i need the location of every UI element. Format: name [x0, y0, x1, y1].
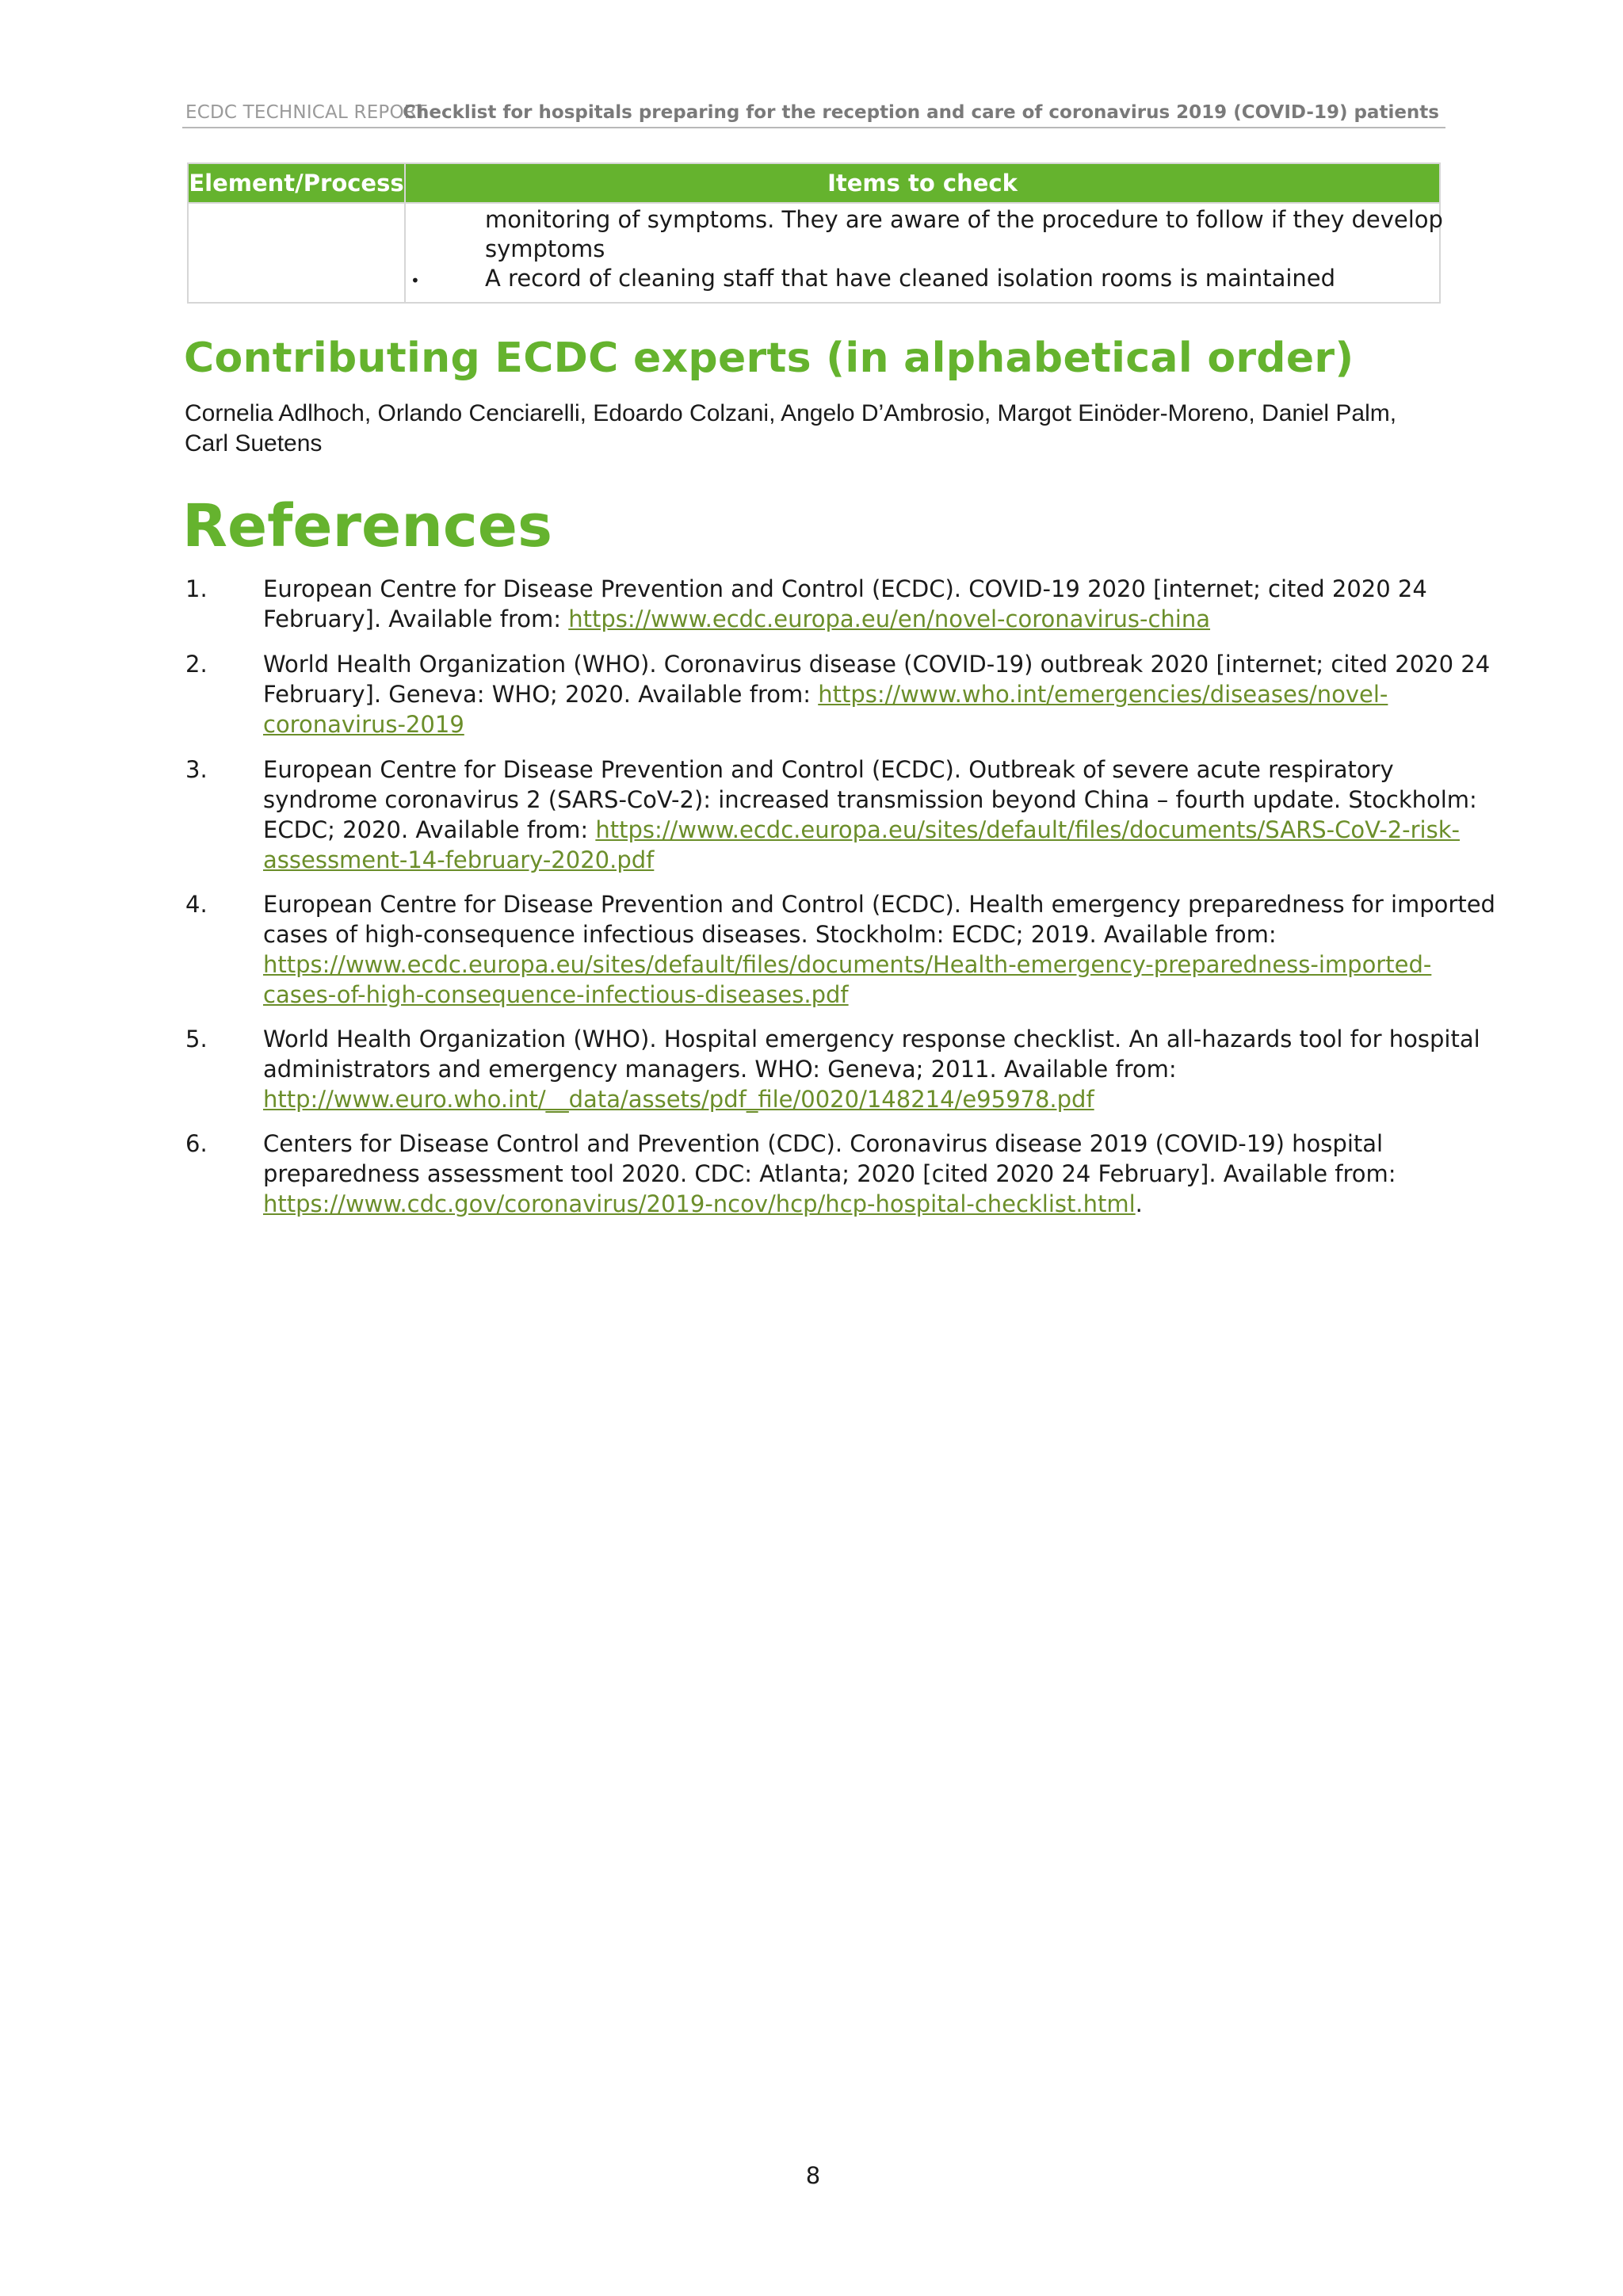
reference-line — [263, 679, 1452, 709]
contributors-line: Carl Suetens — [185, 430, 323, 457]
reference-number: 6. — [185, 1130, 208, 1157]
item-line: monitoring of symptoms. They are aware of the procedure to follow if they develop — [485, 206, 1443, 233]
reference-line — [263, 980, 1452, 1010]
reference-line: European Centre for Disease Prevention and Control (ECDC). COVID-19 2020 [internet; cited 2020 24 — [263, 575, 1427, 602]
reference-line: preparedness assessment tool 2020. CDC: Atlanta; 2020 [cited 2020 24 February]. Available from: — [263, 1160, 1396, 1187]
report-title: Checklist for hospitals preparing for the reception and care of coronavirus 2019 (COVID-19) patients — [403, 102, 1439, 123]
report-series-label: ECDC TECHNICAL REPORT — [185, 102, 427, 123]
reference-number: 4. — [185, 891, 208, 918]
reference-text — [263, 1129, 1452, 1219]
table-header-row — [188, 163, 1440, 203]
reference-line: Centers for Disease Control and Prevention (CDC). Coronavirus disease 2019 (COVID-19) hospital — [263, 1130, 1384, 1157]
reference-line-text: February]. Geneva: WHO; 2020. Available from: — [263, 681, 819, 708]
reference-line — [263, 709, 1452, 739]
reference-link[interactable]: https://www.cdc.gov/coronavirus/2019-ncov/hcp/hcp-hospital-checklist.html — [263, 1190, 1136, 1217]
reference-line: administrators and emergency managers. WHO: Geneva; 2011. Available from: — [263, 1056, 1177, 1083]
reference-line: World Health Organization (WHO). Coronavirus disease (COVID-19) outbreak 2020 [internet; cited 2020 24 — [263, 651, 1491, 678]
reference-line-text: February]. Available from: — [263, 606, 569, 632]
reference-line — [263, 604, 1452, 634]
reference-line-text: ECDC; 2020. Available from: — [263, 816, 596, 843]
column-header-element-process: Element/Process — [188, 163, 405, 203]
reference-line — [263, 845, 1452, 875]
reference-line — [263, 1189, 1452, 1219]
reference-link[interactable]: https://www.who.int/emergencies/diseases/novel- — [818, 681, 1388, 708]
checklist-table — [187, 162, 1441, 304]
reference-link[interactable]: https://www.ecdc.europa.eu/en/novel-coronavirus-china — [568, 606, 1211, 632]
contributors-line: Cornelia Adlhoch, Orlando Cenciarelli, Edoardo Colzani, Angelo D’Ambrosio, Margot Einöder-Moreno, Daniel Palm, — [185, 400, 1397, 426]
references-heading: References — [182, 492, 553, 560]
reference-line — [263, 815, 1460, 845]
items-cell — [405, 203, 1443, 303]
reference-line — [263, 1084, 1452, 1114]
page-number: 8 — [805, 2162, 821, 2189]
reference-link[interactable]: cases-of-high-consequence-infectious-diseases.pdf — [263, 981, 849, 1008]
reference-text — [263, 1024, 1480, 1114]
reference-line: European Centre for Disease Prevention and Control (ECDC). Outbreak of severe acute respiratory — [263, 756, 1394, 783]
reference-line: European Centre for Disease Prevention and Control (ECDC). Health emergency preparedness for imported — [263, 891, 1495, 918]
item-line: symptoms — [485, 235, 605, 262]
reference-number: 2. — [185, 651, 208, 678]
column-header-items-to-check: Items to check — [405, 163, 1440, 203]
reference-line-text: . — [1135, 1190, 1143, 1217]
reference-line: cases of high-consequence infectious diseases. Stockholm: ECDC; 2019. Available from: — [263, 921, 1277, 948]
element-cell — [188, 203, 405, 303]
reference-text — [263, 649, 1491, 739]
reference-link[interactable]: coronavirus-2019 — [263, 711, 464, 738]
contributors-list — [185, 399, 1453, 459]
reference-number: 3. — [185, 756, 208, 783]
reference-line — [263, 949, 1452, 980]
reference-link[interactable]: assessment-14-february-2020.pdf — [263, 846, 655, 873]
item-line: A record of cleaning staff that have cleaned isolation rooms is maintained — [485, 265, 1336, 292]
reference-link[interactable]: http://www.euro.who.int/__data/assets/pdf_file/0020/148214/e95978.pdf — [263, 1086, 1094, 1113]
reference-line: World Health Organization (WHO). Hospital emergency response checklist. An all-hazards tool for hospital — [263, 1026, 1480, 1052]
reference-link[interactable]: https://www.ecdc.europa.eu/sites/default/files/documents/SARS-CoV-2-risk- — [595, 816, 1460, 843]
reference-number: 5. — [185, 1026, 208, 1052]
reference-text — [263, 755, 1477, 875]
reference-text — [263, 889, 1495, 1010]
reference-text — [263, 574, 1452, 634]
reference-line: syndrome coronavirus 2 (SARS-CoV-2): increased transmission beyond China – fourth update. Stockholm: — [263, 786, 1477, 813]
table-row — [188, 203, 1440, 303]
contributors-heading: Contributing ECDC experts (in alphabetical order) — [184, 334, 1354, 382]
reference-link[interactable]: https://www.ecdc.europa.eu/sites/default/files/documents/Health-emergency-preparedness-imported- — [263, 951, 1432, 978]
running-header — [182, 98, 1445, 128]
reference-number: 1. — [185, 575, 208, 602]
bullet-icon: • — [411, 271, 420, 290]
